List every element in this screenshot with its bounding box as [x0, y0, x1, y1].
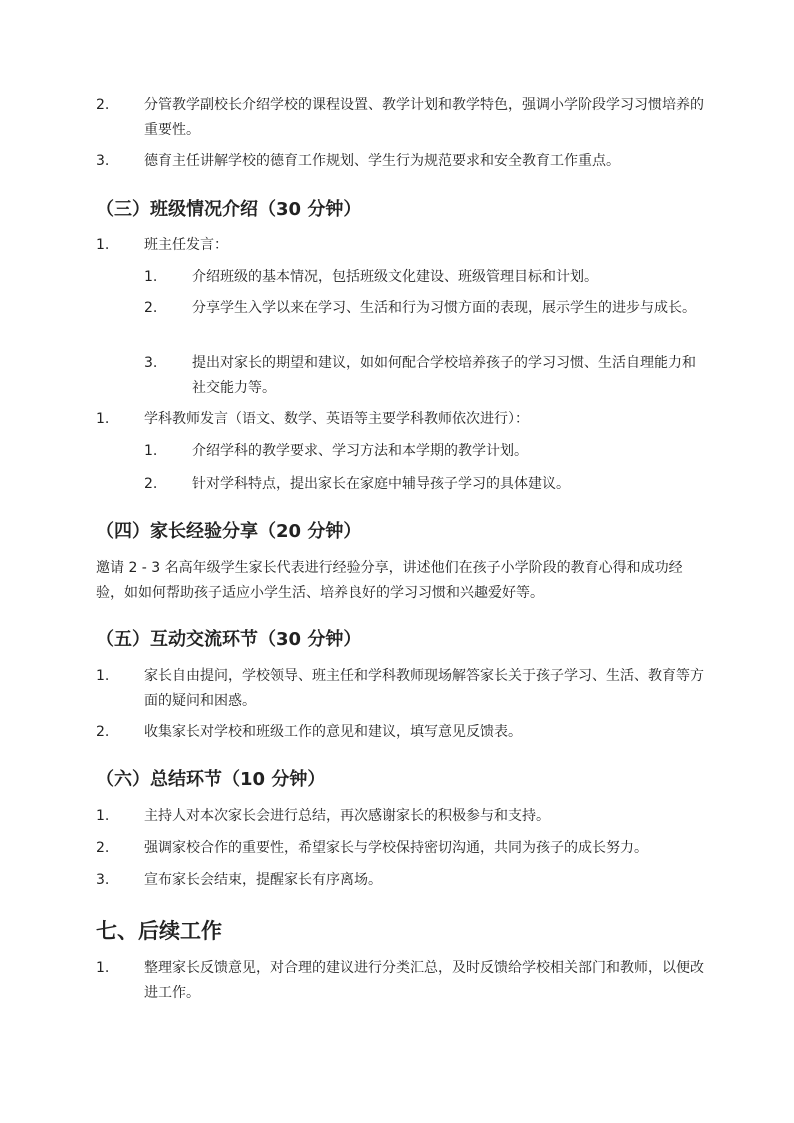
list-text: 班主任发言：: [144, 237, 228, 253]
list-item: [96, 664, 706, 714]
list-item: [96, 804, 706, 829]
list-item: [96, 233, 706, 258]
list-item: [96, 868, 706, 893]
list-text: 整理家长反馈意见，对合理的建议进行分类汇总，及时反馈给学校相关部门和教师，以便改进工作。: [144, 960, 704, 1001]
list-text: 宣布家长会结束，提醒家长有序离场。: [144, 872, 382, 888]
list-number: 2.: [96, 724, 110, 740]
list-number: 2.: [144, 476, 158, 492]
list-item: [96, 956, 706, 1006]
sub-list-item: [144, 439, 706, 464]
list-number: 1.: [96, 411, 110, 427]
list-number: 1.: [96, 668, 110, 684]
list-number: 1.: [96, 808, 110, 824]
list-number: 1.: [96, 237, 110, 253]
list-text: 强调家校合作的重要性，希望家长与学校保持密切沟通，共同为孩子的成长努力。: [144, 840, 648, 856]
list-number: 2.: [96, 840, 110, 856]
chapter-heading: 七、后续工作: [96, 919, 222, 943]
list-number: 3.: [144, 355, 158, 371]
list-number: 3.: [96, 153, 110, 169]
list-item: [96, 149, 706, 174]
list-number: 2.: [96, 97, 110, 113]
list-number: 1.: [144, 269, 158, 285]
list-text: 针对学科特点，提出家长在家庭中辅导孩子学习的具体建议。: [192, 476, 570, 492]
list-number: 3.: [96, 872, 110, 888]
list-text: 介绍学科的教学要求、学习方法和本学期的教学计划。: [192, 443, 528, 459]
list-number: 1.: [144, 443, 158, 459]
sub-list-item: [144, 296, 706, 321]
list-item: [96, 407, 706, 432]
list-text: 德育主任讲解学校的德育工作规划、学生行为规范要求和安全教育工作重点。: [144, 153, 620, 169]
section-heading: （五）互动交流环节（30 分钟）: [96, 629, 362, 650]
list-item: [96, 720, 706, 745]
list-text: 分管教学副校长介绍学校的课程设置、教学计划和教学特色，强调小学阶段学习习惯培养的重要性。: [144, 97, 704, 138]
sub-list-item: [144, 265, 706, 290]
section-heading: （四）家长经验分享（20 分钟）: [96, 521, 362, 542]
list-text: 介绍班级的基本情况，包括班级文化建设、班级管理目标和计划。: [192, 269, 598, 285]
list-text: 主持人对本次家长会进行总结，再次感谢家长的积极参与和支持。: [144, 808, 550, 824]
section-heading: （三）班级情况介绍（30 分钟）: [96, 199, 362, 220]
list-text: 提出对家长的期望和建议，如如何配合学校培养孩子的学习习惯、生活自理能力和社交能力等。: [192, 355, 696, 396]
list-item: [96, 93, 706, 143]
list-text: 收集家长对学校和班级工作的意见和建议，填写意见反馈表。: [144, 724, 522, 740]
sub-list-item: [144, 351, 706, 401]
list-number: 2.: [144, 300, 158, 316]
list-text: 分享学生入学以来在学习、生活和行为习惯方面的表现，展示学生的进步与成长。: [192, 300, 696, 316]
sub-list-item: [144, 472, 706, 497]
list-text: 家长自由提问，学校领导、班主任和学科教师现场解答家长关于孩子学习、生活、教育等方面的疑问和困惑。: [144, 668, 704, 709]
paragraph: 邀请 2 - 3 名高年级学生家长代表进行经验分享，讲述他们在孩子小学阶段的教育心得和成功经验，如如何帮助孩子适应小学生活、培养良好的学习习惯和兴趣爱好等。: [96, 560, 683, 601]
list-item: [96, 836, 706, 861]
list-text: 学科教师发言（语文、数学、英语等主要学科教师依次进行）：: [144, 411, 529, 427]
section-heading: （六）总结环节（10 分钟）: [96, 769, 326, 790]
list-number: 1.: [96, 960, 110, 976]
